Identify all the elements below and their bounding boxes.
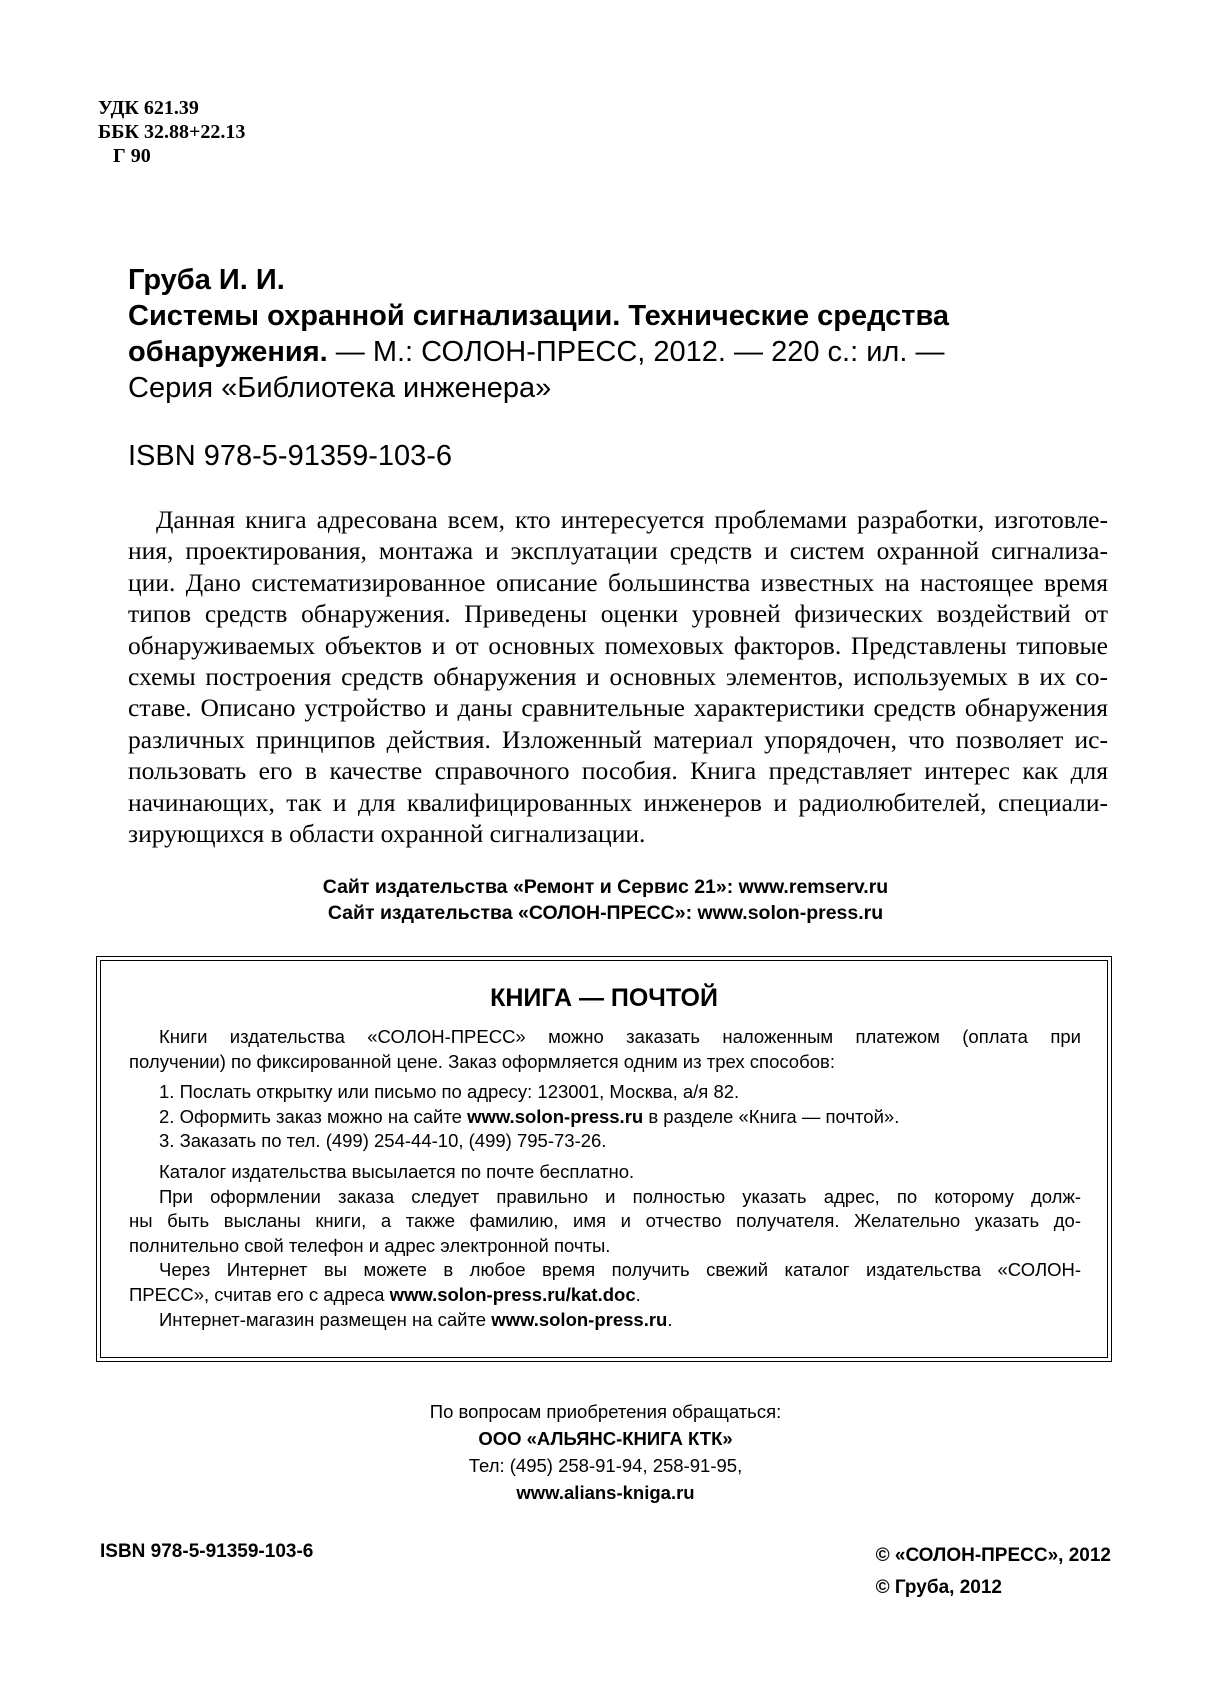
internet-note-line	[129, 1283, 1081, 1308]
order-note-line: полнительно свой телефон и адрес электронной почты.	[129, 1234, 611, 1256]
annotation-line: Данная книга адресована всем, кто интересуется проблемами разработки, изготовле-	[156, 505, 1108, 534]
annotation-line: различных принципов действия. Изложенный материал упорядочен, что позволяет ис-	[128, 724, 1108, 754]
order-method-1: 1. Послать открытку или письмо по адресу: 123001, Москва, а/я 82.	[159, 1081, 740, 1103]
annotation-line: типов средств обнаружения. Приведены оценки уровней физических воздействий от	[128, 599, 1108, 629]
classification-codes	[98, 96, 245, 168]
annotation-line: пользовать его в качестве справочного пособия. Книга представляет интерес как для	[128, 756, 1108, 786]
online-shop-note	[129, 1308, 1081, 1333]
copyright-notices	[876, 1540, 1111, 1604]
distributor-website: www.alians-kniga.ru	[516, 1482, 695, 1503]
order-method-2	[129, 1105, 1081, 1130]
solon-press-link: www.solon-press.ru	[467, 1105, 644, 1127]
annotation-line: ции. Дано систематизированное описание большинства известных на настоящее время	[128, 567, 1108, 597]
annotation-line: схемы построения средств обнаружения и основных элементов, используемых в их со-	[128, 662, 1108, 692]
contacts-intro: По вопросам приобретения обращаться:	[429, 1401, 782, 1422]
internet-note-line: Через Интернет вы можете в любое время получить свежий каталог издательства «СОЛОН-	[159, 1259, 1081, 1281]
series-name: Серия «Библиотека инженера»	[128, 372, 552, 404]
book-title-line-1: Системы охранной сигнализации. Технические средства	[128, 300, 950, 332]
copyright-author: © Груба, 2012	[875, 1577, 1002, 1598]
site-remserv: Сайт издательства «Ремонт и Сервис 21»: www.remserv.ru	[322, 876, 889, 898]
internet-text: ПРЕСС», считав его с адреса	[129, 1283, 390, 1305]
annotation-line: начинающих, так и для квалифицированных инженеров и радиолюбителей, специали-	[128, 787, 1108, 817]
catalog-note: Каталог издательства высылается по почте бесплатно.	[159, 1160, 635, 1182]
intro-line: получении) по фиксированной цене. Заказ оформляется одним из трех способов:	[129, 1050, 835, 1072]
mail-order-title: КНИГА — ПОЧТОЙ	[490, 984, 718, 1012]
annotation-line: ставе. Описано устройство и даны сравнительные характеристики средств обнаружения	[128, 693, 1108, 723]
mail-order-box	[100, 960, 1108, 1358]
author-name: Груба И. И.	[128, 264, 285, 296]
distributor-name: ООО «АЛЬЯНС-КНИГА КТК»	[478, 1428, 733, 1449]
bibliographic-record	[128, 262, 1068, 406]
annotation-line: обнаруживаемых объектов и от основных помеховых факторов. Представлены типовые	[128, 630, 1108, 660]
internet-text-end: .	[635, 1283, 641, 1305]
purchase-contacts	[0, 1398, 1211, 1506]
shop-text-end: .	[667, 1308, 673, 1330]
order-note-line: ны быть высланы книги, а также фамилию, имя и отчество получателя. Желательно указать до-	[129, 1210, 1081, 1232]
publisher-sites	[0, 874, 1211, 926]
book-title-line-2	[128, 334, 1068, 370]
udk-code: УДК 621.39	[98, 97, 199, 119]
imprint-info: — М.: СОЛОН-ПРЕСС, 2012. — 220 с.: ил. —	[327, 336, 945, 368]
author-sign: Г 90	[98, 145, 151, 167]
order-method-3: 3. Заказать по тел. (499) 254-44-10, (499) 795-73-26.	[159, 1130, 607, 1152]
isbn-top: ISBN 978-5-91359-103-6	[128, 440, 453, 472]
book-title-end: обнаружения.	[128, 336, 328, 368]
intro-line: Книги издательства «СОЛОН-ПРЕСС» можно заказать наложенным платежом (оплата при	[159, 1026, 1081, 1047]
method-2-text-end: в разделе «Книга — почтой».	[643, 1105, 900, 1127]
order-note-line: При оформлении заказа следует правильно и полностью указать адрес, по которому долж-	[159, 1185, 1081, 1207]
distributor-phones: Тел: (495) 258-91-94, 258-91-95,	[468, 1455, 743, 1476]
site-solon-press: Сайт издательства «СОЛОН-ПРЕСС»: www.solon-press.ru	[327, 902, 884, 924]
shop-text: Интернет-магазин размещен на сайте	[159, 1308, 492, 1330]
copyright-publisher: © «СОЛОН-ПРЕСС», 2012	[875, 1545, 1111, 1566]
mail-order-body	[129, 1025, 1081, 1332]
catalog-link: www.solon-press.ru/kat.doc	[389, 1283, 636, 1305]
isbn-bottom: ISBN 978-5-91359-103-6	[100, 1541, 314, 1562]
annotation-line: ния, проектирования, монтажа и эксплуатации средств и систем охранной сигнализа-	[128, 536, 1108, 566]
annotation	[128, 504, 1108, 849]
bbk-code: ББК 32.88+22.13	[98, 121, 246, 143]
method-2-text: 2. Оформить заказ можно на сайте	[159, 1105, 468, 1127]
shop-link: www.solon-press.ru	[491, 1308, 668, 1330]
annotation-line: зирующихся в области охранной сигнализации.	[128, 819, 646, 849]
